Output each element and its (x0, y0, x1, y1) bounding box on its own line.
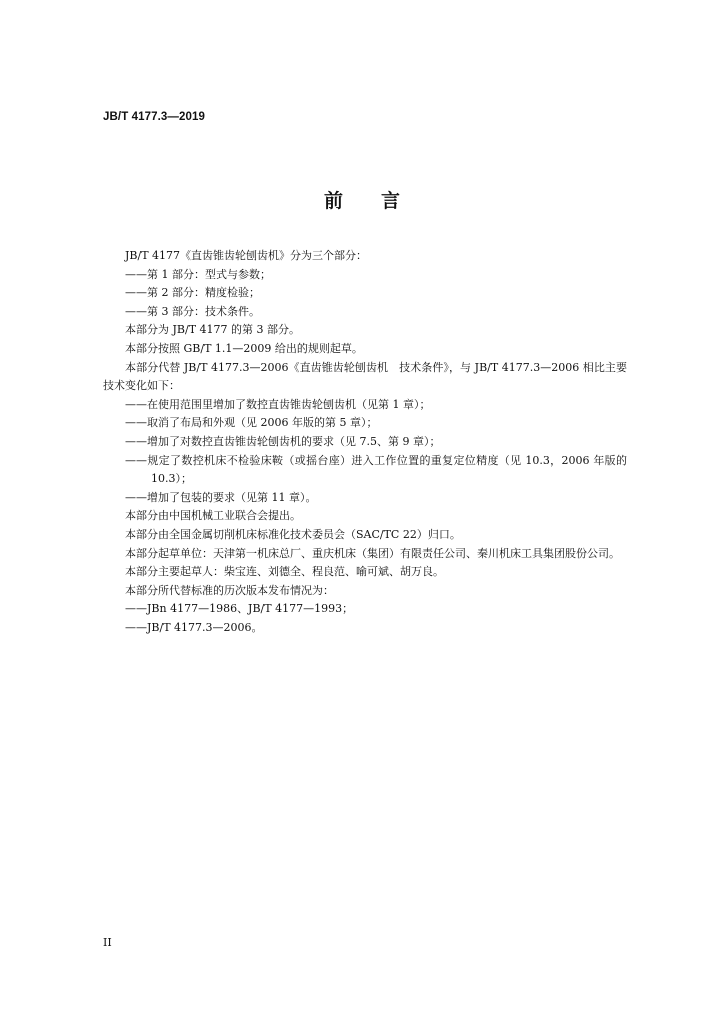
list-item-change2: ——取消了布局和外观（见 2006 年版的第 5 章）； (125, 416, 378, 430)
paragraph-drafters: 本部分主要起草人：柴宝连、刘德全、程良范、喻可斌、胡万良。 (125, 565, 444, 579)
paragraph-drafting-rules: 本部分按照 GB/T 1.1—2009 给出的规则起草。 (125, 341, 363, 355)
page-number: II (103, 936, 112, 949)
standard-number: JB/T 4177.3—2019 (103, 111, 205, 123)
list-item-part2: ——第 2 部分：精度检验； (125, 286, 260, 300)
list-item-change3: ——增加了对数控直齿锥齿轮刨齿机的要求（见 7.5、第 9 章）； (125, 434, 441, 448)
foreword-body (103, 247, 627, 637)
paragraph-replaces: 本部分代替 JB/T 4177.3—2006《直齿锥齿轮刨齿机 技术条件》，与 JB/T 4177.3—2006 相比主要技术变化如下： (103, 360, 627, 393)
paragraph-history-intro: 本部分所代替标准的历次版本发布情况为： (125, 583, 334, 597)
page-title: 前言 (323, 190, 438, 212)
paragraph-intro: JB/T 4177《直齿锥齿轮刨齿机》分为三个部分： (125, 249, 368, 262)
list-item-history1: ——JBn 4177—1986、JB/T 4177—1993； (125, 602, 354, 616)
list-item-part1: ——第 1 部分：型式与参数； (125, 267, 271, 281)
list-item-part3: ——第 3 部分：技术条件。 (125, 304, 260, 318)
list-item-change1: ——在使用范围里增加了数控直齿锥齿轮刨齿机（见第 1 章）； (125, 397, 431, 411)
list-item-change4: ——规定了数控机床不检验床鞍（或摇台座）进入工作位置的重复定位精度（见 10.3，2006 年版的 10.3）； (125, 453, 627, 486)
paragraph-proposed-by: 本部分由中国机械工业联合会提出。 (125, 509, 301, 523)
paragraph-drafting-units: 本部分起草单位：天津第一机床总厂、重庆机床（集团）有限责任公司、秦川机床工具集团股份公司。 (125, 546, 620, 560)
paragraph-centralized-by: 本部分由全国金属切削机床标准化技术委员会（SAC/TC 22）归口。 (125, 527, 461, 541)
list-item-change5: ——增加了包装的要求（见第 11 章）。 (125, 490, 317, 504)
paragraph-this-part: 本部分为 JB/T 4177 的第 3 部分。 (125, 323, 301, 337)
list-item-history2: ——JB/T 4177.3—2006。 (125, 620, 263, 634)
